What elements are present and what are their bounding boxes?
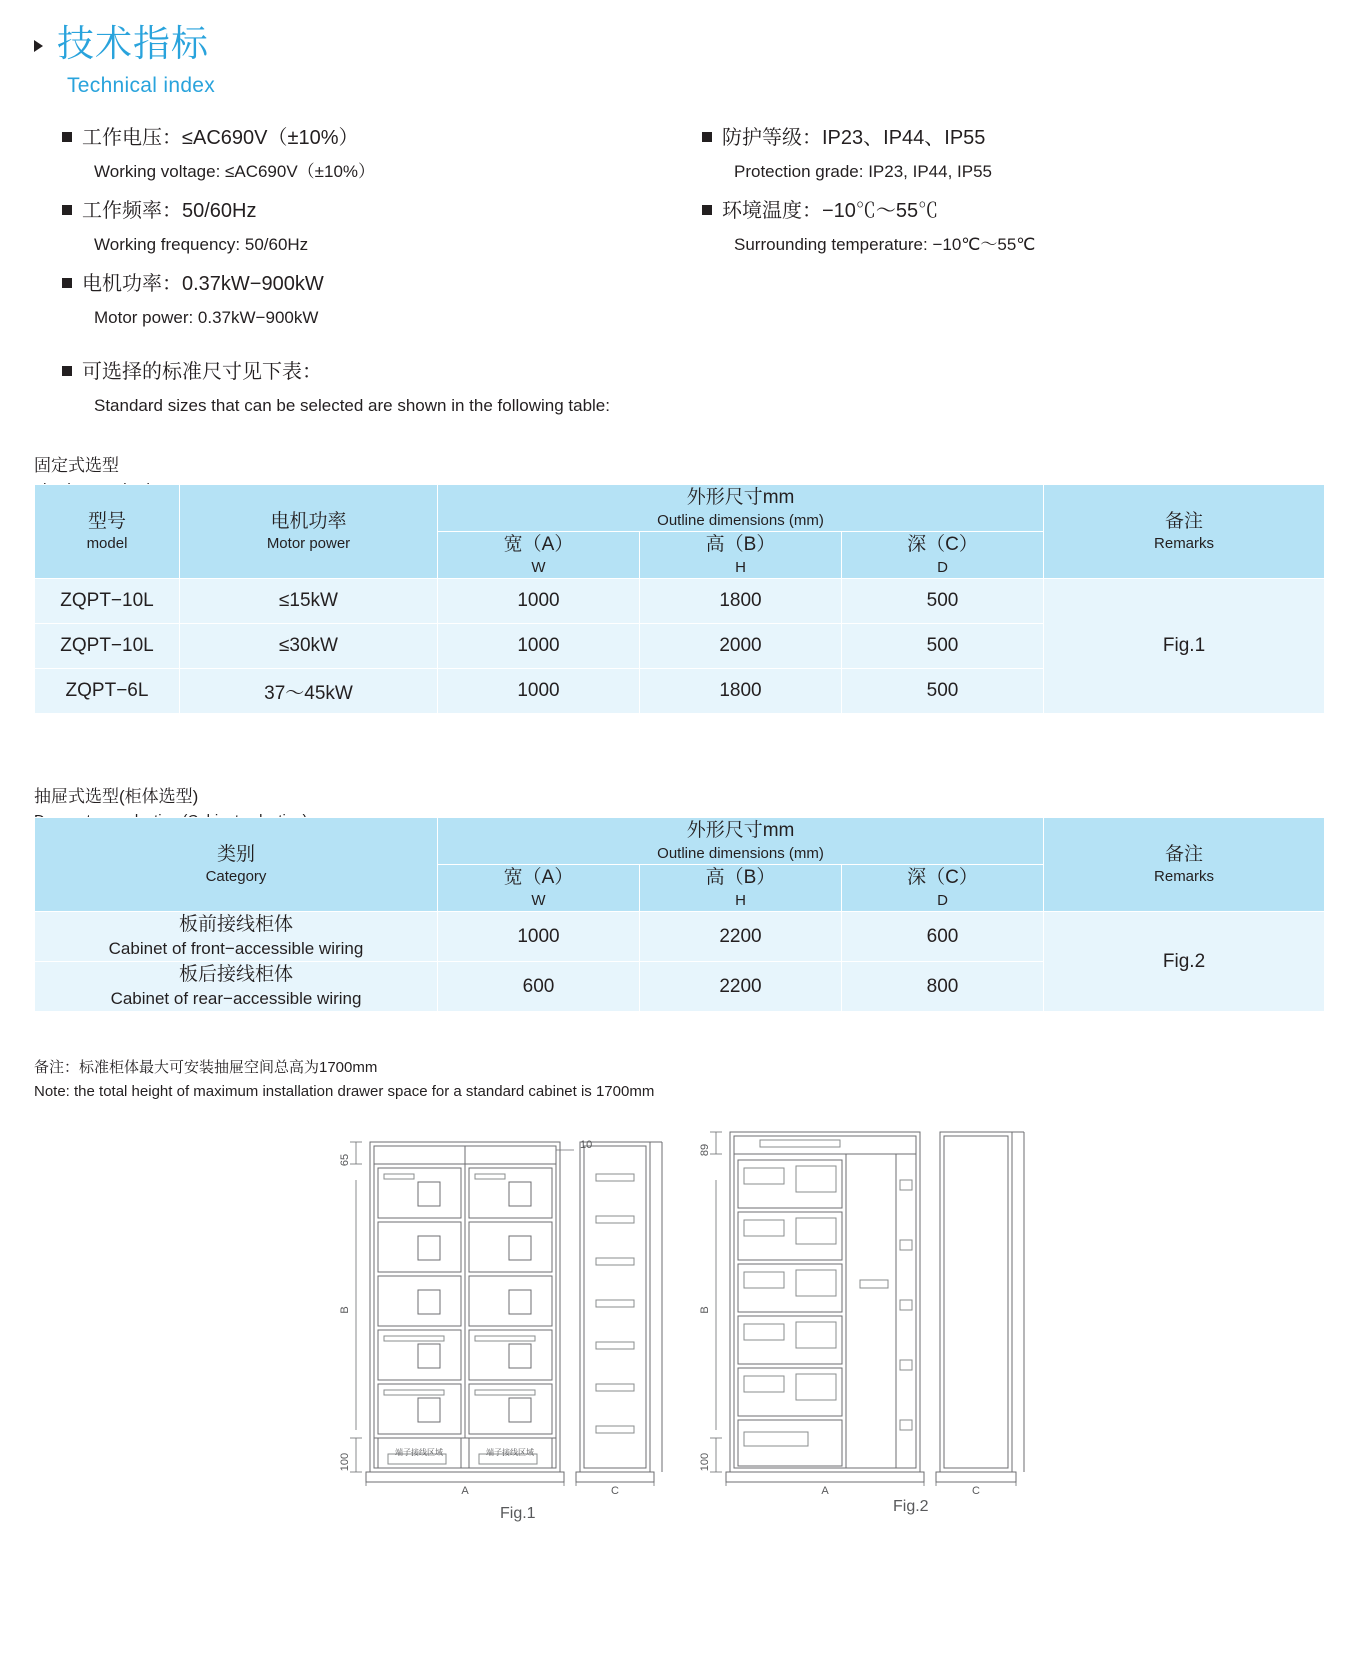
spec-en-text: Standard sizes that can be selected are shown in the following table: bbox=[94, 396, 610, 415]
th-power-en: Motor power bbox=[266, 535, 351, 553]
th-height-en: H bbox=[735, 558, 746, 576]
cell-height: 2200 bbox=[640, 962, 842, 1012]
th-width-en: W bbox=[531, 558, 546, 576]
spec-item-motor-power bbox=[62, 270, 682, 330]
spec-cn-text: 防护等级：IP23、IP44、IP55 bbox=[722, 127, 986, 149]
fig2-caption: Fig.2 bbox=[893, 1498, 929, 1515]
th-outline-en: Outline dimensions (mm) bbox=[657, 844, 824, 862]
th-width bbox=[438, 532, 640, 579]
cell-width: 1000 bbox=[438, 579, 640, 624]
cell-depth: 800 bbox=[842, 962, 1044, 1012]
cell-power: ≤30kW bbox=[180, 624, 438, 669]
table-note bbox=[34, 1056, 654, 1104]
cell-height: 2000 bbox=[640, 624, 842, 669]
square-bullet-icon bbox=[62, 205, 72, 215]
cell-category-cn: 板后接线柜体 bbox=[178, 964, 293, 986]
spec-cn-text: 环境温度：−10℃～55℃ bbox=[722, 199, 939, 222]
cell-depth: 500 bbox=[842, 669, 1044, 714]
fig1-letter-C: C bbox=[611, 1485, 619, 1497]
fixed-type-selection-table bbox=[34, 484, 1325, 714]
table-header-row bbox=[35, 818, 1325, 865]
cabinet-drawings bbox=[330, 1120, 1050, 1520]
cell-category-en: Cabinet of rear−accessible wiring bbox=[110, 988, 362, 1008]
cell-category bbox=[35, 962, 438, 1012]
cell-model: ZQPT−10L bbox=[35, 579, 180, 624]
cell-height: 1800 bbox=[640, 669, 842, 714]
square-bullet-icon bbox=[62, 132, 72, 142]
note-en: Note: the total height of maximum installation drawer space for a standard cabinet is 1700mm bbox=[34, 1083, 655, 1100]
th-width-en: W bbox=[531, 891, 546, 909]
spec-item-working-voltage bbox=[62, 124, 682, 184]
spec-column-right bbox=[702, 124, 1322, 270]
spec-en-text: Working voltage: ≤AC690V（±10%） bbox=[94, 162, 376, 181]
th-depth-cn: 深（C） bbox=[907, 867, 978, 889]
spec-cn-text: 电机功率：0.37kW−900kW bbox=[82, 272, 324, 295]
th-outline-cn: 外形尺寸mm bbox=[686, 820, 795, 841]
spec-cn-text: 工作频率：50/60Hz bbox=[82, 199, 257, 222]
th-remarks bbox=[1044, 485, 1325, 579]
square-bullet-icon bbox=[702, 132, 712, 142]
th-height-cn: 高（B） bbox=[705, 534, 776, 556]
th-category-en: Category bbox=[205, 868, 267, 886]
table-header-row bbox=[35, 485, 1325, 532]
page-title-cn: 技术指标 bbox=[57, 23, 209, 64]
fig1-letter-A: A bbox=[461, 1485, 469, 1497]
th-height bbox=[640, 532, 842, 579]
th-outline-dimensions bbox=[438, 818, 1044, 865]
th-remarks-cn: 备注 bbox=[1165, 510, 1204, 532]
fig1-zone-right: 端子接线区域 bbox=[486, 1448, 534, 1457]
spec-column-left bbox=[62, 124, 682, 342]
cell-model: ZQPT−6L bbox=[35, 669, 180, 714]
spec-en-text: Motor power: 0.37kW−900kW bbox=[94, 307, 319, 327]
th-remarks-en: Remarks bbox=[1154, 868, 1215, 886]
th-width bbox=[438, 865, 640, 912]
th-remarks-cn: 备注 bbox=[1165, 843, 1204, 865]
cell-remarks: Fig.1 bbox=[1044, 579, 1325, 714]
cell-height: 1800 bbox=[640, 579, 842, 624]
table-row bbox=[35, 579, 1325, 624]
cell-model: ZQPT−10L bbox=[35, 624, 180, 669]
th-outline-dimensions bbox=[438, 485, 1044, 532]
th-category-cn: 类别 bbox=[216, 843, 255, 865]
cell-height: 2200 bbox=[640, 912, 842, 962]
cell-power: 37～45kW bbox=[180, 669, 438, 714]
th-depth bbox=[842, 532, 1044, 579]
square-bullet-icon bbox=[62, 278, 72, 288]
drawer-type-selection-table bbox=[34, 817, 1325, 1012]
th-motor-power bbox=[180, 485, 438, 579]
spec-item-standard-sizes bbox=[62, 358, 1062, 418]
th-model-cn: 型号 bbox=[87, 510, 126, 532]
spec-cn-text: 工作电压：≤AC690V（±10%） bbox=[82, 127, 359, 149]
th-depth-en: D bbox=[937, 891, 948, 909]
triangle-bullet-icon bbox=[34, 40, 43, 52]
cell-category bbox=[35, 912, 438, 962]
fig1-dim-65: 65 bbox=[339, 1153, 351, 1167]
th-width-cn: 宽（A） bbox=[503, 534, 574, 556]
th-depth-en: D bbox=[937, 558, 948, 576]
page-title-en: Technical index bbox=[67, 73, 216, 97]
th-height-cn: 高（B） bbox=[705, 867, 776, 889]
note-cn: 备注：标准柜体最大可安装抽屉空间总高为1700mm bbox=[34, 1059, 378, 1076]
th-outline-en: Outline dimensions (mm) bbox=[657, 511, 824, 529]
th-height bbox=[640, 865, 842, 912]
cell-width: 1000 bbox=[438, 912, 640, 962]
th-outline-cn: 外形尺寸mm bbox=[686, 487, 795, 508]
cell-category-cn: 板前接线柜体 bbox=[178, 914, 293, 936]
th-power-cn: 电机功率 bbox=[270, 510, 347, 532]
cell-width: 1000 bbox=[438, 624, 640, 669]
page-title bbox=[34, 24, 215, 65]
table1-caption-cn: 固定式选型 bbox=[34, 456, 119, 475]
fig2-letter-A: A bbox=[821, 1485, 829, 1497]
spec-item-protection-grade bbox=[702, 124, 1322, 184]
fig1-dim-10: 10 bbox=[580, 1139, 593, 1151]
fig2-letter-B: B bbox=[699, 1306, 711, 1314]
spec-item-working-frequency bbox=[62, 197, 682, 257]
th-remarks bbox=[1044, 818, 1325, 912]
spec-en-text: Surrounding temperature: −10℃～55℃ bbox=[734, 234, 1036, 254]
th-category bbox=[35, 818, 438, 912]
cell-remarks: Fig.2 bbox=[1044, 912, 1325, 1012]
spec-en-text: Working frequency: 50/60Hz bbox=[94, 234, 309, 254]
cell-depth: 500 bbox=[842, 579, 1044, 624]
table-row bbox=[35, 912, 1325, 962]
th-model bbox=[35, 485, 180, 579]
th-width-cn: 宽（A） bbox=[503, 867, 574, 889]
spec-en-text: Protection grade: IP23, IP44, IP55 bbox=[734, 162, 992, 181]
spec-item-surrounding-temperature bbox=[702, 197, 1322, 257]
table2-caption-cn: 抽屉式选型(柜体选型) bbox=[34, 787, 199, 806]
th-model-en: model bbox=[86, 535, 128, 553]
page-header bbox=[34, 24, 215, 98]
fig1-caption: Fig.1 bbox=[500, 1505, 536, 1522]
cell-depth: 600 bbox=[842, 912, 1044, 962]
th-depth-cn: 深（C） bbox=[907, 534, 978, 556]
fig2-letter-C: C bbox=[972, 1485, 980, 1497]
th-remarks-en: Remarks bbox=[1154, 535, 1215, 553]
cell-width: 600 bbox=[438, 962, 640, 1012]
fig1-zone-left: 端子接线区域 bbox=[395, 1448, 443, 1457]
cell-depth: 500 bbox=[842, 624, 1044, 669]
cell-width: 1000 bbox=[438, 669, 640, 714]
square-bullet-icon bbox=[702, 205, 712, 215]
th-height-en: H bbox=[735, 891, 746, 909]
cell-power: ≤15kW bbox=[180, 579, 438, 624]
figure-area bbox=[330, 1120, 1050, 1540]
cell-category-en: Cabinet of front−accessible wiring bbox=[108, 939, 364, 959]
fig2-dim-100: 100 bbox=[699, 1452, 711, 1472]
spec-cn-text: 可选择的标准尺寸见下表： bbox=[82, 361, 322, 383]
square-bullet-icon bbox=[62, 366, 72, 376]
fig1-letter-B: B bbox=[339, 1306, 351, 1314]
fig1-dim-100: 100 bbox=[339, 1452, 351, 1472]
th-depth bbox=[842, 865, 1044, 912]
fig2-dim-89: 89 bbox=[699, 1143, 711, 1157]
